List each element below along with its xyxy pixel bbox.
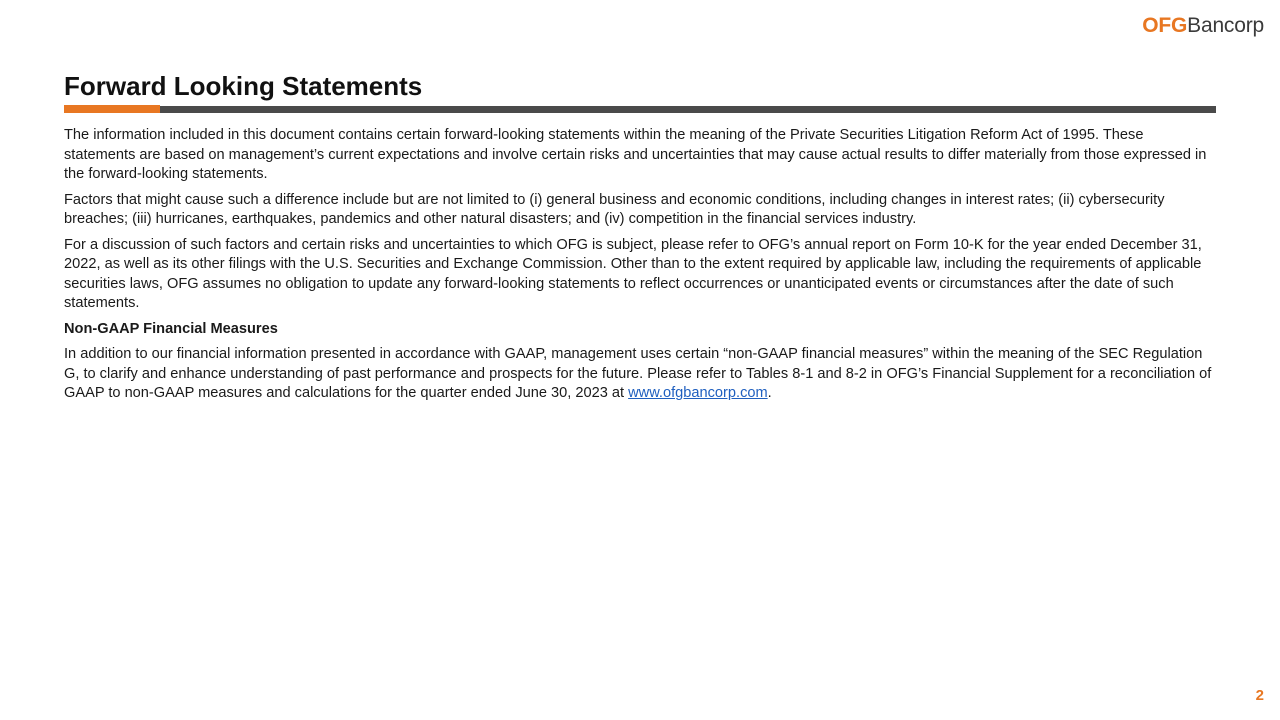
section-heading-non-gaap: Non-GAAP Financial Measures [64,320,278,337]
paragraph-discussion: For a discussion of such factors and certain risks and uncertainties to which OFG is subject, please refer to OFG’s annual report on Form 10-K for the year ended December 31, 2022, as well as its other filings with the U.S. Securities and Exchange Commission. Other than to the extent required by applicable law, including the requirements of applicable securities laws, OFG assumes no obligation to update any forward-looking statements to reflect occurrences or unanticipated events or circumstances after the date of such statements. [64,236,1202,311]
page-title: Forward Looking Statements [64,71,423,101]
title-underline-bar [160,106,1216,113]
content-body [64,126,1218,410]
website-link[interactable]: www.ofgbancorp.com [628,385,768,401]
paragraph-non-gaap [64,345,1218,404]
page-number: 2 [1255,687,1264,704]
paragraph-forward-looking: The information included in this document contains certain forward-looking statements within the meaning of the Private Securities Litigation Reform Act of 1995. These statements are based on management’s current expectations and involve certain risks and uncertainties that may cause actual results to differ materially from those expressed in the forward-looking statements. [64,127,1207,182]
paragraph-non-gaap-text: In addition to our financial information presented in accordance with GAAP, management uses certain “non-GAAP financial measures” within the meaning of the SEC Regulation G, to clarify and enhance understanding of past performance and prospects for the future. Please refer to Tables 8-1 and 8-2 in OFG’s Financial Supplement for a reconciliation of GAAP to non-GAAP measures and calculations for the quarter ended June 30, 2023 at [64,346,1212,401]
paragraph-factors: Factors that might cause such a difference include but are not limited to (i) general business and economic conditions, including changes in interest rates; (ii) cybersecurity breaches; (iii) hurricanes, earthquakes, pandemics and other natural disasters; and (iv) competition in the financial services industry. [64,191,1165,227]
logo-ofg-text: OFG [1142,14,1188,37]
logo-bancorp-text: Bancorp [1187,14,1264,37]
company-logo [1142,13,1264,39]
title-underline-accent [64,105,160,113]
title-underline [64,105,1216,113]
paragraph-non-gaap-end: . [767,385,772,401]
